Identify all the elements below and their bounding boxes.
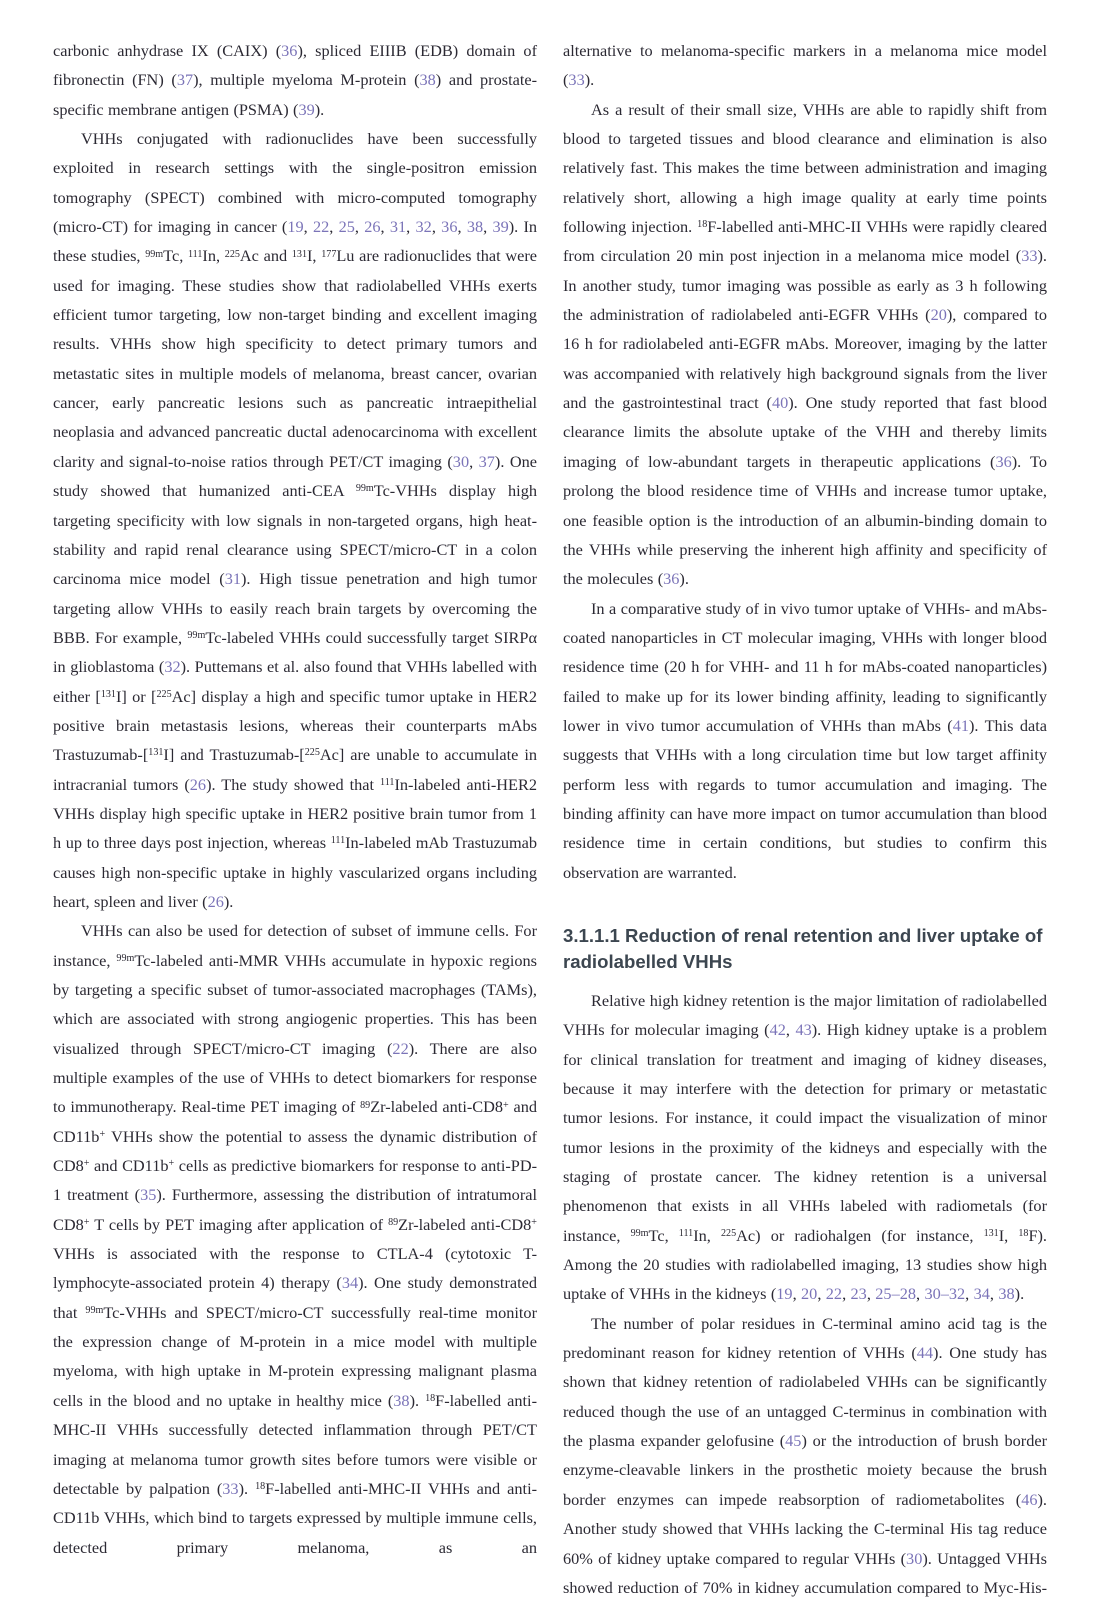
- citation-link[interactable]: 23: [850, 1284, 867, 1304]
- superscript: +: [168, 1158, 175, 1170]
- citation-link[interactable]: 22: [825, 1284, 843, 1304]
- superscript: +: [531, 1216, 537, 1228]
- citation-link[interactable]: 35: [140, 1185, 157, 1205]
- superscript: +: [99, 1128, 106, 1140]
- citation-link[interactable]: 34: [973, 1284, 990, 1304]
- superscript: 99m: [630, 1227, 649, 1239]
- superscript: +: [83, 1216, 90, 1228]
- citation-link[interactable]: 30–32: [924, 1284, 966, 1304]
- citation-link[interactable]: 30: [452, 451, 470, 471]
- citation-link[interactable]: 25–28: [875, 1284, 916, 1304]
- citation-link[interactable]: 22: [312, 217, 330, 237]
- citation-link[interactable]: 38: [998, 1284, 1015, 1304]
- citation-link[interactable]: 25: [338, 217, 355, 237]
- right-column: [563, 36, 1047, 1602]
- superscript: 89: [360, 1099, 371, 1111]
- superscript: 225: [224, 248, 240, 260]
- superscript: 131: [148, 747, 164, 759]
- paragraph: carbonic anhydrase IX (CAIX) (36), spliced EIIIB (EDB) domain of fibronectin (FN) (37), multiple myeloma M-protein (38) and prostate-specific membrane antigen (PSMA) (39).: [53, 41, 537, 119]
- citation-link[interactable]: 42: [769, 1020, 786, 1040]
- citation-link[interactable]: 33: [1021, 246, 1038, 266]
- citation-link[interactable]: 20: [801, 1284, 818, 1304]
- citation-link[interactable]: 20: [930, 305, 947, 325]
- paragraph: VHHs can also be used for detection of subset of immune cells. For instance, $^{99m}$Tc-labeled anti-MMR VHHs accumulate in hypoxic regions by targeting a specific subset of tumor-associated macrophages (TAMs), which are associated with strong angiogenic properties. This has been visualized through SPECT/micro-CT imaging (22). There are also multiple examples of the use of VHHs to detect biomarkers for response to immunotherapy. Real-time PET imaging of $^{89}$Zr-labeled anti-CD8+ and CD11b+ VHHs show the potential to assess the dynamic distribution of CD8+ and CD11b+ cells as predictive biomarkers for response to anti-PD-1 treatment (35). Furthermore, assessing the distribution of intratumoral CD8+ T cells by PET imaging after application of $^{89}$Zr-labeled anti-CD8+ VHHs is associated with the response to CTLA-4 (cytotoxic T-lymphocyte-associated protein 4) therapy (34). One study demonstrated that $^{99m}$Tc-VHHs and SPECT/micro-CT successfully real-time monitor the expression change of M-protein in a mice model with multiple myeloma, with high uptake in M-protein expressing malignant plasma cells in the blood and no uptake in healthy mice (38). $^{18}$F-labelled anti-MHC-II VHHs successfully detected inflammation through PET/CT imaging at melanoma tumor growth sites before tumors were visible or detectable by palpation (33). $^{18}$F-labelled anti-MHC-II VHHs and anti-CD11b VHHs, which bind to targets expressed by multiple immune cells, detected primary melanoma, as an: [53, 921, 538, 1557]
- citation-link[interactable]: 39: [492, 217, 509, 237]
- superscript: 18: [255, 1481, 266, 1492]
- citation-link[interactable]: 19: [287, 217, 304, 237]
- superscript: 225: [721, 1227, 737, 1239]
- superscript: 18: [425, 1392, 436, 1404]
- paragraph: Relative high kidney retention is the major limitation of radiolabelled VHHs for molecular imaging (42, 43). High kidney uptake is a problem for clinical translation for treatment and imaging of kidney diseases, because it may interfere with the detection for primary or metastatic tumor lesions. For instance, it could impact the visualization of minor tumor lesions in the proximity of the kidneys and especially with the staging of prostate cancer. The kidney retention is a universal phenomenon that exists in all VHHs labeled with radiometals (for instance, $^{99m}$Tc, $^{111}$In, $^{225}$Ac) or radiohalgen (for instance, $^{131}$I, $^{18}$F). Among the 20 studies with radiolabelled imaging, 13 studies show high uptake of VHHs in the kidneys (19, 20, 22, 23, 25–28, 30–32, 34, 38).: [563, 990, 1048, 1304]
- citation-link[interactable]: 32: [415, 217, 432, 237]
- citation-link[interactable]: 37: [176, 70, 194, 90]
- citation-link[interactable]: 33: [222, 1478, 239, 1498]
- superscript: 225: [156, 688, 172, 700]
- paragraph: VHHs conjugated with radionuclides have been successfully exploited in research settings with the single-positron emission tomography (SPECT) combined with micro-computed tomography (micro-CT) for imaging in cancer (19, 22, 25, 26, 31, 32, 36, 38, 39). In these studies, $^{99m}$Tc, $^{111}$In, $^{225}$Ac and $^{131}$I, $^{177}$Lu are radionuclides that were used for imaging. These studies show that radiolabelled VHHs exerts efficient tumor targeting, low non-target binding and excellent imaging results. VHHs show high specificity to detect primary tumors and metastatic sites in multiple models of melanoma, breast cancer, ovarian cancer, early pancreatic lesions such as pancreatic intraepithelial neoplasia and advanced pancreatic ductal adenocarcinoma with excellent clarity and signal-to-noise ratios through PET/CT imaging (30, 37). One study showed that humanized anti-CEA $^{99m}$Tc-VHHs display high targeting specificity with low signals in non-targeted organs, high heat-stability and rapid renal clearance using SPECT/micro-CT in a colon carcinoma mice model (31). High tissue penetration and high tumor targeting allow VHHs to easily reach brain targets by overcoming the BBB. For example, $^{99m}$Tc-labeled VHHs could successfully target SIRPα in glioblastoma (32). Puttemans et al. also found that VHHs labelled with either [$^{131}$I] or [$^{225}$Ac] display a high and specific tumor uptake in HER2 positive brain metastasis lesions, whereas their counterparts mAbs Trastuzumab-[$^{131}$I] and Trastuzumab-[$^{225}$Ac] are unable to accumulate in intracranial tumors (26). The study showed that $^{111}$In-labeled anti-HER2 VHHs display high specific uptake in HER2 positive brain tumor from 1 h up to three days post injection, whereas $^{111}$In-labeled mAb Trastuzumab causes high non-specific uptake in highly vascularized organs including heart, spleen and liver (26).: [53, 129, 538, 911]
- superscript: 111: [188, 248, 203, 260]
- citation-link[interactable]: 37: [478, 451, 495, 471]
- citation-link[interactable]: 26: [189, 774, 207, 794]
- superscript: 99m: [116, 952, 135, 964]
- superscript: 89: [388, 1216, 399, 1228]
- section-heading: 3.1.1.1 Reduction of renal retention and liver uptake of radiolabelled VHHs: [563, 924, 1043, 973]
- citation-link[interactable]: 36: [663, 569, 680, 589]
- citation-link[interactable]: 30: [906, 1548, 923, 1568]
- citation-link[interactable]: 39: [298, 99, 315, 119]
- citation-link[interactable]: 26: [364, 217, 381, 237]
- superscript: 99m: [187, 630, 206, 642]
- superscript: 225: [304, 747, 320, 759]
- citation-link[interactable]: 34: [341, 1273, 359, 1293]
- citation-link[interactable]: 36: [441, 217, 458, 237]
- paragraph: In a comparative study of in vivo tumor uptake of VHHs- and mAbs-coated nanoparticles in CT molecular imaging, VHHs with longer blood residence time (20 h for VHH- and 11 h for mAbs-coated nanoparticles) failed to make up for its lower binding affinity, leading to significantly lower in vivo tumor accumulation of VHHs than mAbs (41). This data suggests that VHHs with a long circulation time but low target affinity perform less with regards to tumor accumulation and imaging. The binding affinity can have more impact on tumor accumulation than blood residence time in certain conditions, but studies to confirm this observation are warranted.: [563, 598, 1047, 882]
- citation-link[interactable]: 38: [466, 217, 484, 237]
- superscript: 111: [380, 776, 395, 788]
- superscript: 111: [678, 1227, 694, 1239]
- citation-link[interactable]: 40: [771, 393, 789, 413]
- citation-link[interactable]: 38: [419, 70, 436, 90]
- superscript: 177: [321, 248, 337, 260]
- citation-link[interactable]: 33: [568, 70, 585, 90]
- superscript: +: [503, 1099, 509, 1111]
- superscript: 131: [983, 1227, 999, 1239]
- citation-link[interactable]: 22: [392, 1038, 409, 1058]
- citation-link[interactable]: 32: [164, 657, 181, 677]
- citation-link[interactable]: 44: [916, 1343, 934, 1363]
- citation-link[interactable]: 31: [224, 569, 241, 589]
- citation-link[interactable]: 36: [995, 451, 1012, 471]
- superscript: 111: [330, 835, 346, 847]
- citation-link[interactable]: 19: [776, 1284, 793, 1304]
- superscript: 18: [697, 219, 708, 231]
- citation-link[interactable]: 31: [389, 217, 407, 237]
- citation-link[interactable]: 45: [785, 1431, 802, 1451]
- superscript: 99m: [85, 1304, 104, 1316]
- citation-link[interactable]: 38: [393, 1390, 410, 1410]
- citation-link[interactable]: 26: [207, 891, 224, 911]
- superscript: 99m: [145, 248, 164, 260]
- paragraph: As a result of their small size, VHHs are able to rapidly shift from blood to targeted tissues and blood clearance and elimination is also relatively fast. This makes the time between administration and imaging relatively short, allowing a high image quality at early time points following injection. $^{18}$F-labelled anti-MHC-II VHHs were rapidly cleared from circulation 20 min post injection in a melanoma mice model (33). In another study, tumor imaging was possible as early as 3 h following the administration of radiolabeled anti-EGFR VHHs (20), compared to 16 h for radiolabeled anti-EGFR mAbs. Moreover, imaging by the latter was accompanied with relatively high background signals from the liver and the gastrointestinal tract (40). One study reported that fast blood clearance limits the absolute uptake of the VHH and thereby limits imaging of low-abundant targets in therapeutic applications (36). To prolong the blood residence time of VHHs and increase tumor uptake, one feasible option is the introduction of an albumin-binding domain to the VHHs while preserving the inherent high affinity and specificity of the molecules (36).: [563, 99, 1047, 589]
- paragraph: The number of polar residues in C-terminal amino acid tag is the predominant reason for kidney retention of VHHs (44). One study has shown that kidney retention of radiolabeled VHHs can be significantly reduced though the use of an untagged C-terminus in combination with the plasma expander gelofusine (45) or the introduction of brush border enzyme-cleavable linkers in the prosthetic moiety because the brush border enzymes can impede reabsorption of radiometabolites (46). Another study showed that VHHs lacking the C-terminal His tag reduce 60% of kidney uptake compared to regular VHHs (30). Untagged VHHs showed reduction of 70% in kidney accumulation compared to Myc-His-: [563, 1313, 1047, 1597]
- paragraph: alternative to melanoma-specific markers in a melanoma mice model (33).: [563, 41, 1047, 90]
- superscript: 99m: [355, 483, 374, 495]
- citation-link[interactable]: 36: [281, 41, 298, 60]
- superscript: 131: [100, 688, 116, 700]
- two-column-layout: [53, 36, 1047, 1602]
- left-column: [53, 36, 537, 1602]
- citation-link[interactable]: 46: [1021, 1489, 1038, 1509]
- superscript: +: [83, 1158, 90, 1170]
- citation-link[interactable]: 41: [952, 715, 970, 735]
- superscript: 18: [1018, 1227, 1029, 1239]
- superscript: 131: [291, 248, 307, 260]
- citation-link[interactable]: 43: [795, 1020, 812, 1040]
